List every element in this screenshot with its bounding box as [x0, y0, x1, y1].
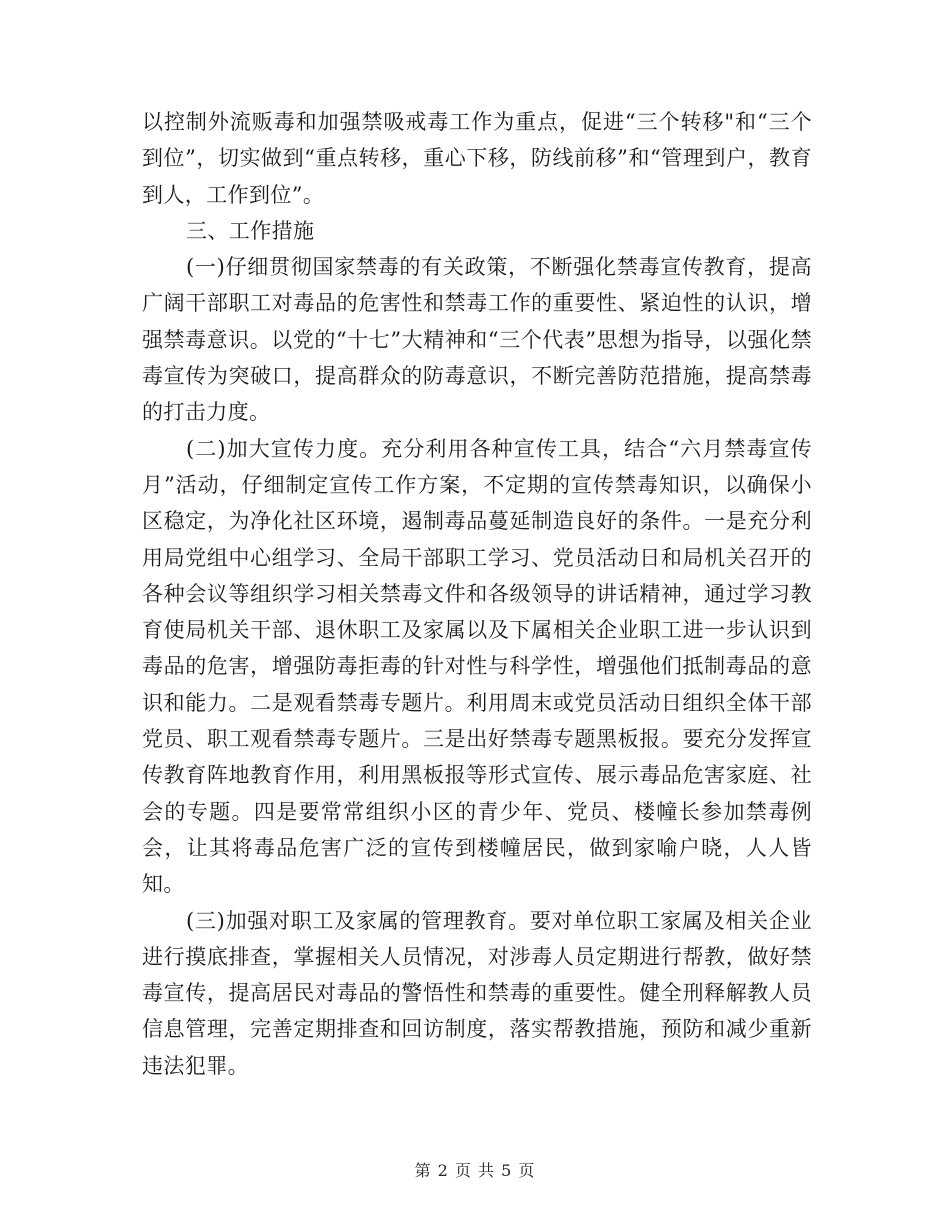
paragraph-measure-2: (二)加大宣传力度。充分利用各种宣传工具，结合“六月禁毒宣传月”活动，仔细制定宣传工作方案，不定期的宣传禁毒知识，以确保小区稳定，为净化社区环境，遏制毒品蔓延制造良好的条件。一是充分利用局党组中心组学习、全局干部职工学习、党员活动日和局机关召开的各种会议等组织学习相关禁毒文件和各级领导的讲话精神，通过学习教育使局机关干部、退休职工及家属以及下属相关企业职工进一步认识到毒品的危害，增强防毒拒毒的针对性与科学性，增强他们抵制毒品的意识和能力。二是观看禁毒专题片。利用周末或党员活动日组织全体干部党员、职工观看禁毒专题片。三是出好禁毒专题黑板报。要充分发挥宣传教育阵地教育作用，利用黑板报等形式宣传、展示毒品危害家庭、社会的专题。四是要常常组织小区的青少年、党员、楼幢长参加禁毒例会，让其将毒品危害广泛的宣传到楼幢居民，做到家喻户晓，人人皆知。 — [142, 436, 812, 897]
section-heading-work-measures: 三、工作措施 — [186, 218, 315, 243]
paragraph-continuation: 以控制外流贩毒和加强禁吸戒毒工作为重点，促进“三个转移"和“三个到位”，切实做到“重点转移，重心下移，防线前移”和“管理到户，教育到人，工作到位”。 — [142, 110, 812, 207]
paragraph-measure-1: (一)仔细贯彻国家禁毒的有关政策，不断强化禁毒宣传教育，提高广阔干部职工对毒品的危害性和禁毒工作的重要性、紧迫性的认识，增强禁毒意识。以党的“十七”大精神和“三个代表”思想为指导，以强化禁毒宣传为突破口，提高群众的防毒意识，不断完善防范措施，提高禁毒的打击力度。 — [142, 255, 812, 425]
paragraph-measure-3: (三)加强对职工及家属的管理教育。要对单位职工家属及相关企业进行摸底排查，掌握相关人员情况，对涉毒人员定期进行帮教，做好禁毒宣传，提高居民对毒品的警悟性和禁毒的重要性。健全刑释解教人员信息管理，完善定期排查和回访制度，落实帮教措施，预防和减少重新违法犯罪。 — [142, 908, 812, 1078]
document-body — [142, 104, 812, 1084]
page-number-footer: 第 2 页 共 5 页 — [414, 1161, 536, 1180]
